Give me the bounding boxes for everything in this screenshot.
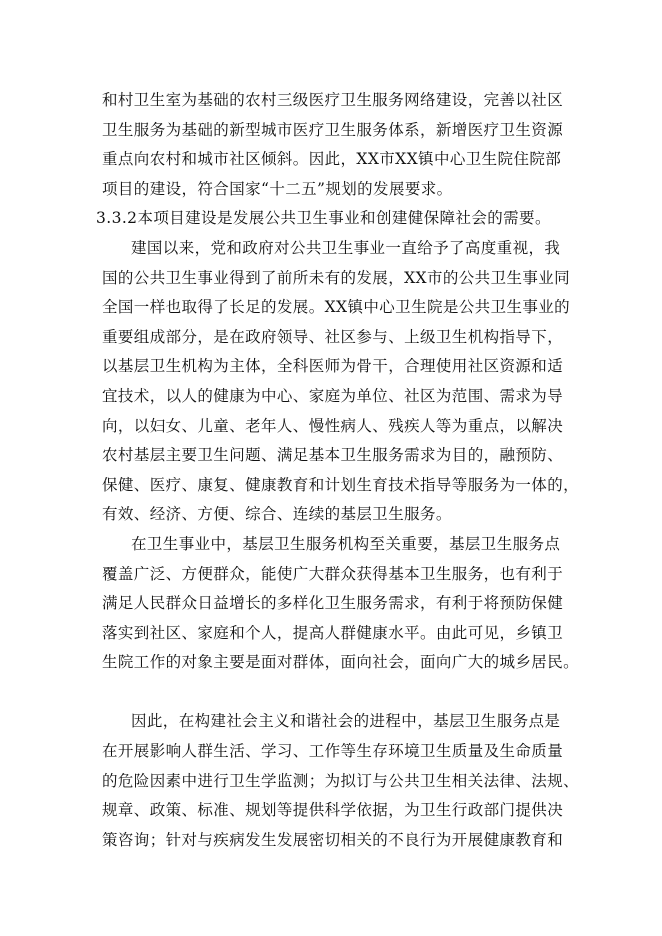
text-line: 规章、政策、标准、规划等提供科学依据，为卫生行政部门提供决 bbox=[102, 801, 564, 820]
text-line: 和村卫生室为基础的农村三级医疗卫生服务网络建设，完善以社区 bbox=[102, 91, 564, 109]
paragraph-gap bbox=[102, 678, 592, 708]
paragraph-continuation bbox=[102, 86, 592, 204]
text-line: 农村基层主要卫生问题、满足基本卫生服务需求为目的，融预防、 bbox=[102, 446, 564, 465]
text-line: 重要组成部分，是在政府领导、社区参与、上级卫生机构指导下， bbox=[102, 327, 564, 346]
text-line: 在开展影响人群生活、学习、工作等生存环境卫生质量及生命质量 bbox=[102, 742, 564, 761]
heading-line: 3.3.2本项目建设是发展公共卫生事业和创建健保障社会的需要。 bbox=[96, 209, 551, 228]
text-line: 有效、经济、方便、综合、连续的基层卫生服务。 bbox=[102, 505, 452, 524]
text-line: 落实到社区、家庭和个人，提高人群健康水平。由此可见，乡镇卫 bbox=[102, 623, 564, 642]
text-line: 项目的建设，符合国家“十二五”规划的发展要求。 bbox=[102, 179, 453, 198]
text-line: 在卫生事业中，基层卫生服务机构至关重要，基层卫生服务点 bbox=[131, 534, 561, 553]
text-line: 全国一样也取得了长足的发展。XX镇中心卫生院是公共卫生事业的 bbox=[102, 298, 571, 317]
text-line: 策咨询；针对与疾病发生发展密切相关的不良行为开展健康教育和 bbox=[102, 830, 564, 849]
section-heading bbox=[96, 204, 592, 234]
paragraph-history bbox=[102, 234, 592, 530]
text-line: 重点向农村和城市社区倾斜。因此，XX市XX镇中心卫生院住院部 bbox=[102, 150, 562, 169]
text-line: 卫生服务为基础的新型城市医疗卫生服务体系，新增医疗卫生资源 bbox=[102, 120, 564, 139]
text-line: 满足人民群众日益增长的多样化卫生服务需求，有利于将预防保健 bbox=[102, 594, 564, 613]
text-line: 生院工作的对象主要是面对群体，面向社会，面向广大的城乡居民。 bbox=[102, 653, 580, 672]
text-line: 建国以来，党和政府对公共卫生事业一直给予了高度重视，我 bbox=[131, 238, 561, 257]
text-line: 以基层卫生机构为主体，全科医师为骨干，合理使用社区资源和适 bbox=[102, 357, 564, 376]
text-line: 国的公共卫生事业得到了前所未有的发展，XX市的公共卫生事业同 bbox=[102, 268, 571, 287]
text-line: 的危险因素中进行卫生学监测；为拟订与公共卫生相关法律、法规、 bbox=[102, 771, 580, 790]
text-line: 向，以妇女、儿童、老年人、慢性病人、残疾人等为重点，以解决 bbox=[102, 416, 564, 435]
text-line: 保健、医疗、康复、健康教育和计划生育技术指导等服务为一体的， bbox=[102, 475, 580, 494]
text-line: 覆盖广泛、方便群众，能使广大群众获得基本卫生服务，也有利于 bbox=[102, 564, 564, 583]
text-line: 因此，在构建社会主义和谐社会的进程中，基层卫生服务点是 bbox=[131, 712, 561, 731]
paragraph-conclusion bbox=[102, 707, 592, 855]
text-line: 宜技术，以人的健康为中心、家庭为单位、社区为范围、需求为导 bbox=[102, 386, 564, 405]
paragraph-importance bbox=[102, 530, 592, 678]
